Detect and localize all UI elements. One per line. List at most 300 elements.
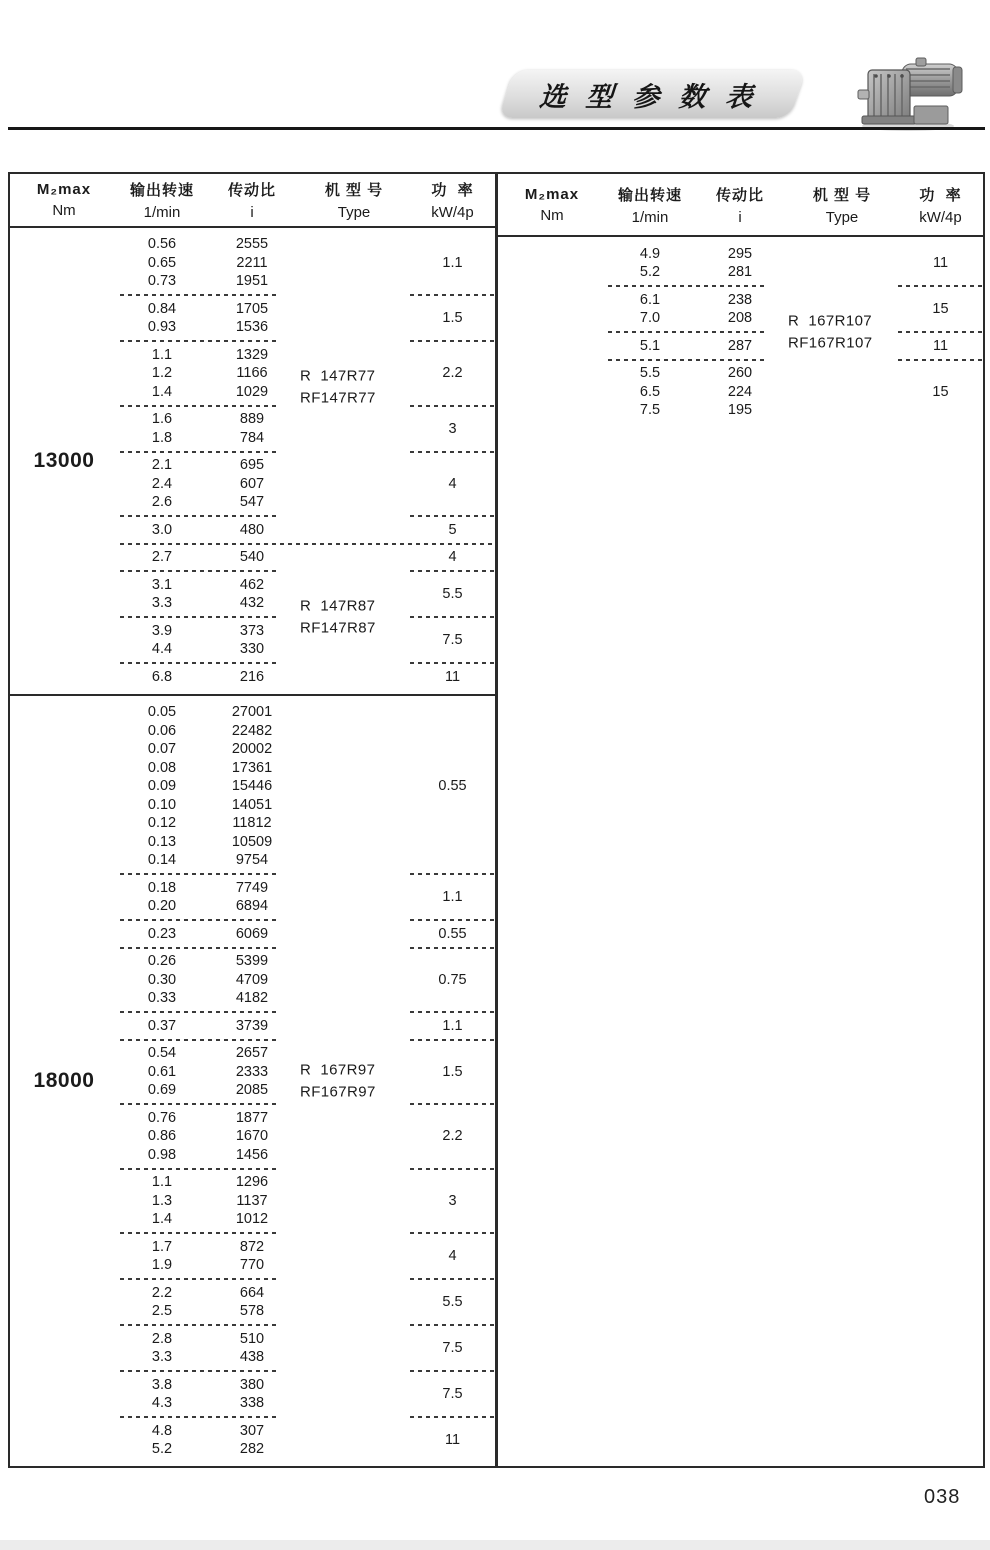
type-label (300, 598, 410, 637)
gear-ratio-value: 216 (239, 668, 265, 685)
type-name: RF147R87 (300, 619, 376, 637)
speed-ratio-rows (118, 925, 298, 944)
m2max-cell (10, 698, 118, 1465)
output-speed-value: 0.33 (147, 990, 177, 1007)
output-speed-value: 5.2 (151, 1441, 173, 1458)
output-speed-value: 2.1 (151, 457, 173, 474)
power-group (118, 1280, 495, 1324)
gear-ratio-value: 2211 (236, 254, 268, 271)
gear-ratio-value: 11812 (232, 815, 272, 832)
power-value: 11 (932, 255, 949, 271)
selection-table (10, 174, 495, 1466)
output-speed-value: 0.54 (147, 1045, 177, 1062)
column-header-unit: kW/4p (431, 203, 474, 221)
type-column-spacer (298, 1017, 410, 1036)
page-title-banner (498, 70, 806, 118)
output-speed-value: 2.5 (151, 1303, 173, 1320)
speed-ratio-rows (118, 1330, 298, 1367)
type-group (118, 545, 495, 690)
table-row (118, 1127, 298, 1146)
type-column-spacer (298, 521, 410, 540)
power-group (118, 453, 495, 516)
table-row (118, 1284, 298, 1303)
output-speed-value: 7.0 (639, 310, 661, 327)
power-value: 5 (448, 521, 457, 538)
gear-ratio-value: 10509 (231, 833, 273, 850)
column-header (118, 174, 206, 226)
gear-ratio-value: 1166 (236, 365, 268, 382)
output-speed-value: 3.3 (151, 1349, 173, 1366)
gear-ratio-value: 872 (239, 1238, 265, 1255)
column-header (410, 174, 495, 226)
table-row (118, 1422, 298, 1441)
column-header-title: 功 率 (919, 186, 962, 204)
power-value: 2.2 (442, 365, 463, 382)
gear-ratio-value: 1296 (235, 1174, 269, 1191)
table-row (118, 703, 298, 722)
section-content (118, 230, 495, 692)
table-row (118, 235, 298, 254)
table-row (118, 1081, 298, 1100)
type-column-spacer (298, 952, 410, 1008)
output-speed-value: 1.3 (151, 1192, 173, 1209)
output-speed-value: 1.1 (151, 1174, 173, 1191)
page-number: 038 (924, 1486, 961, 1508)
type-name: RF167R107 (788, 334, 873, 352)
power-value: 5.5 (442, 586, 463, 602)
type-name: R 167R97 (300, 1061, 376, 1079)
gear-ratio-value: 2657 (235, 1045, 269, 1062)
gear-ratio-value: 607 (239, 475, 265, 492)
output-speed-value: 4.4 (151, 641, 173, 658)
column-header-unit: kW/4p (919, 208, 962, 226)
gear-ratio-value: 15446 (231, 778, 273, 795)
table-row (118, 722, 298, 741)
table-row (118, 622, 298, 641)
table-row (118, 594, 298, 613)
table-row (606, 263, 786, 282)
column-header-title: 功 率 (431, 181, 474, 199)
type-column-spacer (298, 879, 410, 916)
column-header-unit: i (250, 203, 254, 221)
output-speed-value: 0.14 (147, 852, 177, 869)
table-body (498, 237, 983, 1466)
gear-ratio-value: 5399 (235, 953, 269, 970)
table-row (118, 640, 298, 659)
output-speed-value: 0.13 (147, 833, 177, 850)
table-row (606, 291, 786, 310)
speed-ratio-rows (118, 1422, 298, 1459)
selection-table (498, 174, 983, 1466)
table-row (118, 1173, 298, 1192)
header-rule (8, 127, 985, 130)
type-column-spacer (298, 668, 410, 687)
gear-ratio-value: 1877 (235, 1109, 269, 1126)
table-row (118, 548, 298, 567)
column-header-unit: 1/min (143, 203, 181, 221)
section-content (606, 239, 983, 1464)
column-header-title: 输出转速 (617, 186, 682, 204)
gear-ratio-value: 281 (727, 264, 753, 281)
power-group (118, 545, 495, 571)
table-row (118, 254, 298, 273)
table-row (118, 1440, 298, 1459)
column-header-title: 传动比 (715, 186, 764, 204)
table-row (118, 300, 298, 319)
output-speed-value: 1.7 (151, 1238, 173, 1255)
type-group (606, 241, 983, 423)
gear-ratio-value: 14051 (231, 796, 273, 813)
gear-ratio-value: 432 (239, 595, 265, 612)
type-label (788, 313, 898, 352)
power-value: 11 (444, 668, 461, 685)
speed-ratio-rows (118, 548, 298, 567)
table-row (118, 1109, 298, 1128)
speed-ratio-rows (118, 346, 298, 402)
power-group (118, 232, 495, 295)
table-row (118, 1330, 298, 1349)
column-header-title: 机 型 号 (324, 181, 384, 199)
power-group (118, 517, 495, 543)
power-group (606, 241, 983, 285)
table-row (118, 1063, 298, 1082)
speed-ratio-rows (118, 1173, 298, 1229)
output-speed-value: 3.0 (151, 521, 173, 538)
power-value: 0.55 (438, 925, 467, 942)
output-speed-value: 0.20 (147, 898, 177, 915)
type-label (300, 1061, 410, 1100)
column-header (786, 174, 898, 235)
page-title: 选 型 参 数 表 (536, 81, 766, 112)
power-value: 15 (932, 383, 949, 400)
type-column-spacer (298, 1330, 410, 1367)
table-row (118, 833, 298, 852)
table-row (118, 879, 298, 898)
output-speed-value: 4.8 (151, 1422, 173, 1439)
output-speed-value: 0.73 (147, 273, 177, 290)
output-speed-value: 2.2 (151, 1284, 173, 1301)
column-header-unit: i (738, 208, 742, 226)
power-value: 1.1 (442, 254, 463, 271)
output-speed-value: 2.6 (151, 494, 173, 511)
power-value: 4 (448, 549, 457, 566)
column-header-unit: Type (337, 203, 371, 221)
speed-ratio-rows (118, 521, 298, 540)
gear-ratio-value: 224 (727, 383, 753, 400)
table-row (118, 1044, 298, 1063)
speed-ratio-rows (118, 456, 298, 512)
column-header-unit: 1/min (631, 208, 669, 226)
power-value: 11 (444, 1432, 461, 1448)
table-row (606, 337, 786, 356)
output-speed-value: 0.98 (147, 1146, 177, 1163)
type-column-spacer (298, 1173, 410, 1229)
torque-section (498, 237, 983, 1466)
speed-ratio-rows (118, 1284, 298, 1321)
gear-ratio-value: 664 (239, 1284, 265, 1301)
speed-ratio-rows (118, 576, 298, 613)
selection-parameter-tables (8, 172, 985, 1468)
gear-ratio-value: 373 (239, 622, 265, 639)
type-column-spacer (298, 925, 410, 944)
power-value: 4 (448, 1248, 457, 1264)
column-header (898, 174, 983, 235)
power-value: 2.2 (442, 1128, 463, 1145)
power-value: 1.1 (442, 889, 463, 905)
power-value: 1.5 (442, 310, 463, 326)
type-name: R 147R77 (300, 367, 376, 385)
speed-ratio-rows (118, 879, 298, 916)
output-speed-value: 0.23 (147, 925, 177, 942)
output-speed-value: 0.12 (147, 815, 177, 832)
output-speed-value: 0.37 (147, 1017, 177, 1034)
output-speed-value: 0.86 (147, 1128, 177, 1145)
gear-ratio-value: 462 (239, 576, 265, 593)
output-speed-value: 0.56 (147, 236, 177, 253)
type-column-spacer (298, 1238, 410, 1275)
output-speed-value: 2.4 (151, 475, 173, 492)
type-column-spacer (298, 703, 410, 870)
output-speed-value: 2.8 (151, 1330, 173, 1347)
speed-ratio-rows (606, 291, 786, 328)
table-row (118, 796, 298, 815)
power-value: 0.75 (438, 971, 467, 988)
column-header-title: M₂max (524, 185, 580, 203)
gear-ratio-value: 1029 (235, 383, 269, 400)
gear-ratio-value: 195 (727, 402, 753, 419)
table-row (118, 1192, 298, 1211)
power-value: 4 (448, 475, 457, 492)
column-header-title: 传动比 (227, 181, 276, 199)
table-header-row (498, 174, 983, 237)
output-speed-value: 2.7 (151, 549, 173, 566)
output-speed-value: 0.65 (147, 254, 177, 271)
power-value: 1.5 (442, 1063, 463, 1080)
column-header (10, 174, 118, 226)
gear-ratio-value: 338 (239, 1395, 265, 1412)
gearmotor-image (856, 54, 968, 132)
speed-ratio-rows (118, 668, 298, 687)
table-row (118, 346, 298, 365)
type-column-spacer (786, 364, 898, 420)
power-value: 3 (448, 1192, 457, 1209)
speed-ratio-rows (118, 1238, 298, 1275)
gear-ratio-value: 208 (727, 310, 753, 327)
column-header (206, 174, 298, 226)
gear-ratio-value: 330 (239, 641, 265, 658)
gear-ratio-value: 784 (239, 429, 265, 446)
table-row (606, 245, 786, 264)
gear-ratio-value: 1670 (235, 1128, 269, 1145)
gear-ratio-value: 287 (727, 337, 753, 354)
output-speed-value: 0.93 (147, 319, 177, 336)
table-row (118, 364, 298, 383)
m2max-cell (498, 239, 606, 1464)
speed-ratio-rows (118, 1376, 298, 1413)
table-row (118, 925, 298, 944)
column-header-title: M₂max (36, 180, 92, 198)
gear-ratio-value: 20002 (231, 741, 273, 758)
power-value: 7.5 (442, 1340, 463, 1356)
speed-ratio-rows (118, 410, 298, 447)
gear-ratio-value: 510 (239, 1330, 265, 1347)
column-header (498, 174, 606, 235)
gear-ratio-value: 540 (239, 549, 265, 566)
type-column-spacer (298, 456, 410, 512)
table-row (606, 309, 786, 328)
output-speed-value: 1.1 (151, 346, 173, 363)
table-row (118, 1238, 298, 1257)
type-column-spacer (298, 1109, 410, 1165)
output-speed-value: 3.9 (151, 622, 173, 639)
table-row (118, 383, 298, 402)
torque-section (10, 694, 495, 1467)
table-row (118, 897, 298, 916)
gear-ratio-value: 2555 (235, 236, 269, 253)
table-row (118, 1376, 298, 1395)
power-value: 15 (932, 301, 949, 317)
gear-ratio-value: 695 (239, 457, 265, 474)
column-header (298, 174, 410, 226)
power-group (118, 1105, 495, 1168)
power-group (118, 1372, 495, 1416)
type-group (118, 700, 495, 1463)
type-name: R 167R107 (788, 312, 873, 330)
gear-ratio-value: 6069 (235, 925, 269, 942)
gear-ratio-value: 1951 (235, 273, 269, 290)
table-row (118, 740, 298, 759)
type-column-spacer (786, 245, 898, 282)
type-column-spacer (298, 410, 410, 447)
table-row (118, 989, 298, 1008)
footer-bar (0, 1540, 990, 1550)
table-row (118, 1256, 298, 1275)
output-speed-value: 1.9 (151, 1257, 173, 1274)
power-value: 3 (448, 420, 457, 437)
type-name: RF167R97 (300, 1083, 376, 1101)
power-value: 7.5 (442, 1386, 463, 1402)
output-speed-value: 1.4 (151, 383, 173, 400)
table-row (118, 759, 298, 778)
column-header (606, 174, 694, 235)
type-group (118, 232, 495, 543)
gear-ratio-value: 1329 (235, 346, 269, 363)
power-group (118, 1170, 495, 1233)
power-group (118, 1234, 495, 1278)
table-row (118, 272, 298, 291)
speed-ratio-rows (606, 245, 786, 282)
output-speed-value: 1.8 (151, 429, 173, 446)
gear-ratio-value: 1137 (236, 1192, 268, 1209)
power-value: 5.5 (442, 1294, 463, 1310)
type-name: R 147R87 (300, 597, 376, 615)
gear-ratio-value: 27001 (231, 704, 273, 721)
gear-ratio-value: 889 (239, 411, 265, 428)
gear-ratio-value: 2333 (235, 1063, 269, 1080)
table-row (118, 456, 298, 475)
type-column-spacer (298, 300, 410, 337)
table-header-row (10, 174, 495, 228)
output-speed-value: 0.30 (147, 971, 177, 988)
power-group (118, 875, 495, 919)
output-speed-value: 1.4 (151, 1211, 173, 1228)
table-row (118, 777, 298, 796)
speed-ratio-rows (118, 1109, 298, 1165)
type-column-spacer (298, 1376, 410, 1413)
torque-section (10, 228, 495, 694)
output-speed-value: 0.18 (147, 879, 177, 896)
output-speed-value: 3.1 (151, 576, 173, 593)
speed-ratio-rows (606, 364, 786, 420)
column-header-title: 机 型 号 (812, 186, 872, 204)
output-speed-value: 0.84 (147, 300, 177, 317)
gear-ratio-value: 307 (239, 1422, 265, 1439)
type-column-spacer (298, 235, 410, 291)
speed-ratio-rows (606, 337, 786, 356)
output-speed-value: 1.2 (151, 365, 173, 382)
output-speed-value: 0.09 (147, 778, 177, 795)
output-speed-value: 0.07 (147, 741, 177, 758)
table-row (118, 814, 298, 833)
power-group (118, 700, 495, 874)
table-body (10, 228, 495, 1467)
table-row (606, 401, 786, 420)
output-speed-value: 3.3 (151, 595, 173, 612)
table-row (118, 1017, 298, 1036)
power-group (118, 921, 495, 947)
speed-ratio-rows (118, 300, 298, 337)
power-group (606, 361, 983, 424)
output-speed-value: 0.08 (147, 759, 177, 776)
output-speed-value: 6.8 (151, 668, 173, 685)
output-speed-value: 7.5 (639, 402, 661, 419)
gear-ratio-value: 380 (239, 1376, 265, 1393)
table-row (118, 429, 298, 448)
table-row (118, 668, 298, 687)
power-value: 11 (932, 337, 949, 354)
gear-ratio-value: 4182 (235, 990, 269, 1007)
speed-ratio-rows (118, 952, 298, 1008)
output-speed-value: 0.76 (147, 1109, 177, 1126)
table-row (118, 410, 298, 429)
table-row (118, 475, 298, 494)
gear-ratio-value: 282 (239, 1441, 265, 1458)
output-speed-value: 1.6 (151, 411, 173, 428)
gear-ratio-value: 295 (727, 245, 753, 262)
type-column-spacer (298, 1284, 410, 1321)
power-value: 0.55 (438, 778, 467, 795)
power-group (118, 296, 495, 340)
column-header-title: 输出转速 (129, 181, 194, 199)
gear-ratio-value: 770 (239, 1257, 265, 1274)
output-speed-value: 4.3 (151, 1395, 173, 1412)
gear-ratio-value: 17361 (231, 759, 273, 776)
speed-ratio-rows (118, 622, 298, 659)
power-group (118, 1326, 495, 1370)
table-row (118, 1210, 298, 1229)
output-speed-value: 4.9 (639, 245, 661, 262)
output-speed-value: 5.2 (639, 264, 661, 281)
output-speed-value: 6.1 (639, 291, 661, 308)
table-row (118, 971, 298, 990)
output-speed-value: 5.5 (639, 365, 661, 382)
table-row (118, 1146, 298, 1165)
speed-ratio-rows (118, 703, 298, 870)
output-speed-value: 0.05 (147, 704, 177, 721)
table-row (606, 383, 786, 402)
type-column-spacer (298, 548, 410, 567)
output-speed-value: 0.61 (147, 1063, 177, 1080)
